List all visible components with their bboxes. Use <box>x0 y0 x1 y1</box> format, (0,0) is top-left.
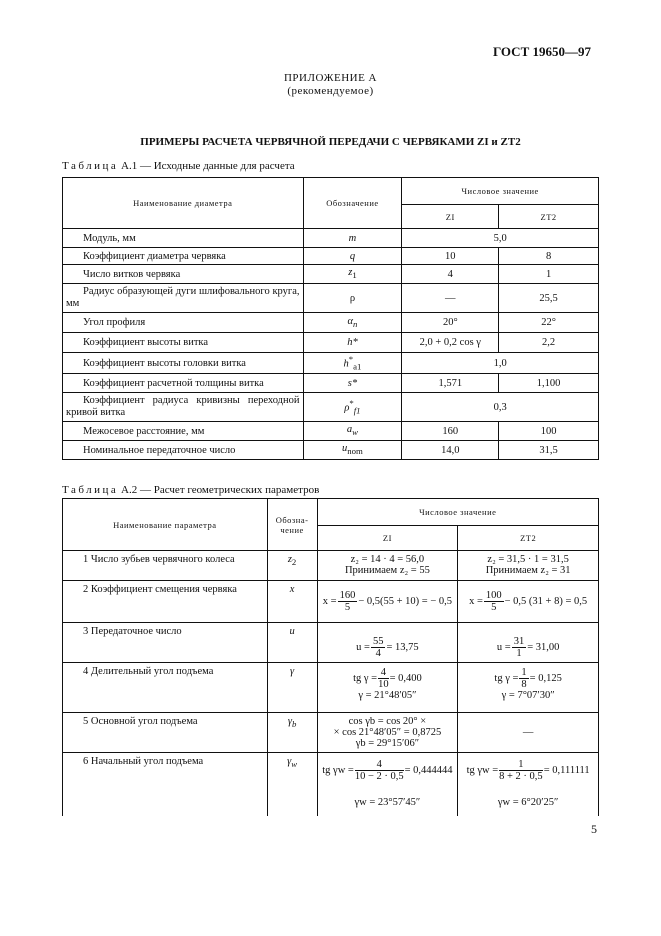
table-row: 6 Начальный угол подъема $\gamma_w$ tg γw = $\frac{4}{10 - 2 \cdot 0,5}$ = 0,444444 γw = 23°57′45″ tg γw = $\frac{1}{8 + 2 \cdot 0,5}$ = 0,111111 γw = 6°20′25″ <box>63 753 599 823</box>
col-header-zi: ZI <box>402 205 499 229</box>
appendix-title: ПРИЛОЖЕНИЕ А <box>283 72 377 84</box>
table-row: Межосевое расстояние, мм $a_w$ 160 100 <box>63 422 599 441</box>
col-header-zt2: ZT2 <box>499 205 599 229</box>
table-row: Радиус образующей дуги шлифовального круга, мм ρ — 25,5 <box>63 284 599 313</box>
table-row: 4 Делительный угол подъема γ tg γ = $\frac{4}{10}$ = 0,400 γ = 21°48′05″ tg γ = $\frac{1}{8}$ = 0,125 γ = 7°07′30″ <box>63 663 599 713</box>
table-row: Коэффициент высоты витка h* 2,0 + 0,2 cos γ 2,2 <box>63 333 599 353</box>
table-row: 5 Основной угол подъема $\gamma_b$ cos γb = cos 20° × × cos 21°48′05″ = 0,8725 γb = 29°15′06″ — <box>63 713 599 753</box>
col-header-symbol: Обозна- чение <box>267 499 317 551</box>
standard-number: ГОСТ 19650—97 <box>492 44 591 59</box>
table-row: Коэффициент радиуса кривизны переходной кривой витка $\rho^*_{f1}$ 0,3 <box>63 393 599 422</box>
table-row: Коэффициент диаметра червяка q 10 8 <box>63 248 599 265</box>
col-header-value: Числовое значение <box>317 499 598 526</box>
col-header-zi: ZI <box>317 526 458 551</box>
table-row: Коэффициент высоты головки витка $h^*_{a1}$ 1,0 <box>63 353 599 374</box>
table-row: Коэффициент расчетной толщины витка s* 1,571 1,100 <box>63 374 599 393</box>
col-header-symbol: Обозначение <box>303 178 402 229</box>
appendix-subtitle: (рекомендуемое) <box>287 85 374 97</box>
col-header-name: Наименование диаметра <box>63 178 304 229</box>
table-row: Число витков червяка $z_1$ 4 1 <box>63 265 599 284</box>
col-header-name: Наименование параметра <box>63 499 268 551</box>
table-row: 3 Передаточное число u u = $\frac{55}{4}$ = 13,75 u = $\frac{31}{1}$ = 31,00 <box>63 623 599 663</box>
table-row: Угол профиля $\alpha_n$ 20° 22° <box>63 313 599 333</box>
col-header-value: Числовое значение <box>402 178 599 205</box>
table-initial-data <box>62 177 599 460</box>
table-bottom-mask <box>62 816 599 936</box>
table-row: 1 Число зубьев червячного колеса $z_2$ z₂ = 14 · 4 = 56,0 Принимаем z₂ = 55 z₂ = 31,5 · 1 = 31,5 Принимаем z₂ = 31 <box>63 551 599 581</box>
document-title: ПРИМЕРЫ РАСЧЕТА ЧЕРВЯЧНОЙ ПЕРЕДАЧИ С ЧЕРВЯКАМИ ZI и ZT2 <box>140 136 521 148</box>
table-geometric-parameters <box>62 498 599 823</box>
page-number: 5 <box>591 822 597 836</box>
col-header-zt2: ZT2 <box>458 526 599 551</box>
table2-caption: Таблица А.2 — Расчет геометрических параметров <box>62 484 320 496</box>
table-row: 2 Коэффициент смещения червяка x x = $\frac{160}{5}$ − 0,5(55 + 10) = − 0,5 x = $\frac{100}{5}$ − 0,5 (31 + 8) = 0,5 <box>63 581 599 623</box>
table-row: Модуль, мм m 5,0 <box>63 229 599 248</box>
table1-caption: Таблица А.1 — Исходные данные для расчета <box>62 160 295 172</box>
table-row: Номинальное передаточное число $u_{nom}$ 14,0 31,5 <box>63 441 599 460</box>
